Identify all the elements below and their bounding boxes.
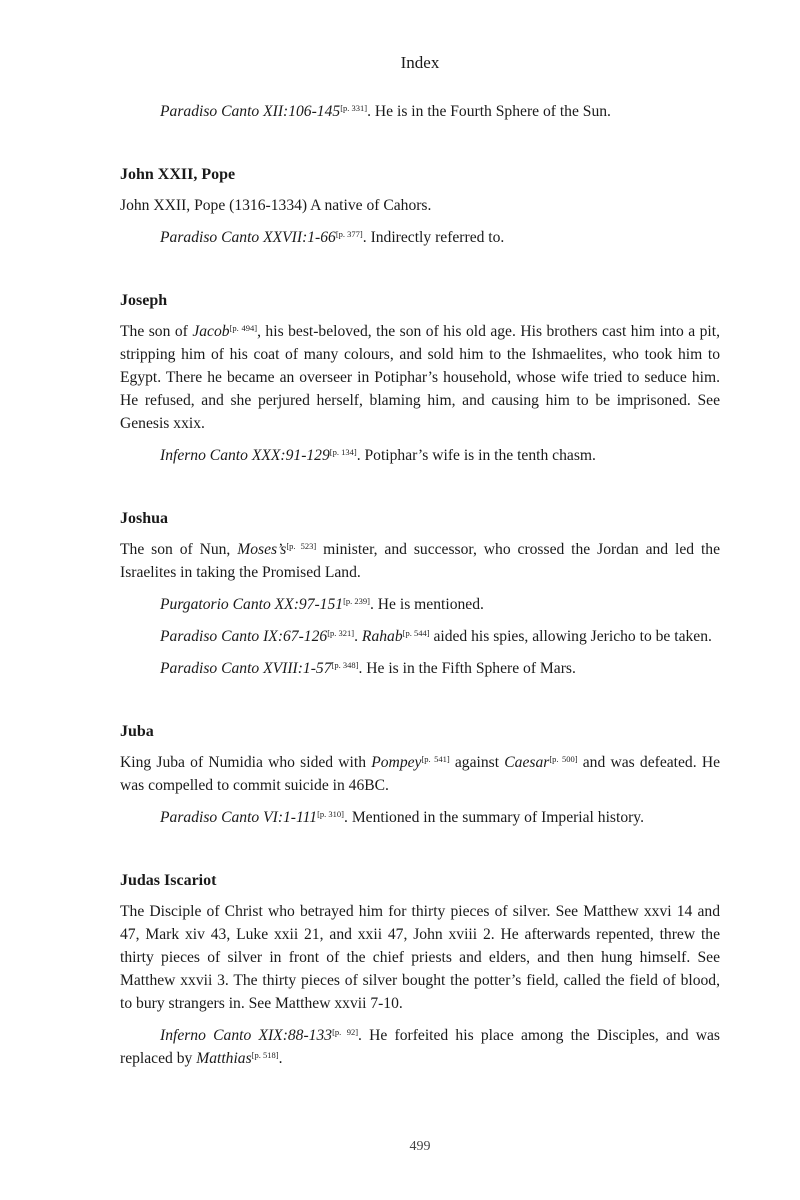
canto-link[interactable]: Purgatorio Canto XX:97-151 xyxy=(160,596,344,613)
entry-heading: Juba xyxy=(120,723,154,740)
page-reference[interactable]: [p. 541] xyxy=(421,754,450,764)
canto-link[interactable]: Paradiso Canto VI:1-111 xyxy=(160,809,318,826)
page-reference[interactable]: [p. 134] xyxy=(329,447,357,457)
page-reference[interactable]: [p. 92] xyxy=(332,1027,359,1037)
entry-description: The son of Jacob[p. 494], his best-beloved, the son of his old age. His brothers cast him into a pit, stripping him of his coat of many colours, and sold him to the Ishmaelites, who took him to Egypt. There he became an overseer in Potiphar’s household, whose wife tried to seduce him. He refused, and she perjured herself, blaming him, and causing him to be imprisoned. See Genesis xxix. xyxy=(120,323,720,432)
canto-reference: Paradiso Canto VI:1-111[p. 310]. Mentioned in the summary of Imperial history. xyxy=(160,809,644,826)
canto-link[interactable]: Inferno Canto XIX:88-133 xyxy=(160,1027,333,1044)
page-reference[interactable]: [p. 494] xyxy=(229,323,258,333)
canto-link[interactable]: Paradiso Canto XVIII:1-57 xyxy=(160,660,332,677)
canto-reference: Purgatorio Canto XX:97-151[p. 239]. He is mentioned. xyxy=(160,596,484,613)
index-entry-juba xyxy=(120,720,720,829)
entry-description: The son of Nun, Moses’s[p. 523] minister, and successor, who crossed the Jordan and led the Israelites in taking the Promised Land. xyxy=(120,541,720,581)
page-number: 499 xyxy=(409,1139,431,1154)
canto-reference: Paradiso Canto XXVII:1-66[p. 377]. Indirectly referred to. xyxy=(160,229,505,246)
index-entry-joshua xyxy=(120,507,720,680)
page-reference[interactable]: [p. 377] xyxy=(335,229,363,239)
page-reference[interactable]: [p. 523] xyxy=(286,541,317,551)
canto-link[interactable]: Paradiso Canto IX:67-126 xyxy=(160,628,328,645)
name-link-rahab[interactable]: Rahab xyxy=(361,628,403,645)
entry-description: The Disciple of Christ who betrayed him for thirty pieces of silver. See Matthew xxvi 14 and 47, Mark xiv 43, Luke xxii 21, and xxii 47, John xviii 2. He afterwards repented, threw the thirty pieces of silver in front of the chief priests and elders, and then hung himself. See Matthew xxvii 3. The thirty pieces of silver bought the potter’s field, called the field of blood, to bury strangers in. See Matthew xxvii 7-10. xyxy=(120,903,720,1012)
page-reference[interactable]: [p. 331] xyxy=(340,103,368,113)
page-reference[interactable]: [p. 239] xyxy=(343,596,370,606)
page-reference[interactable]: [p. 321] xyxy=(327,628,355,638)
entry-heading: Judas Iscariot xyxy=(120,872,217,889)
page-reference[interactable]: [p. 500] xyxy=(549,754,578,764)
canto-link[interactable]: Paradiso Canto XII:106-145 xyxy=(160,103,341,120)
page-reference[interactable]: [p. 348] xyxy=(331,660,359,670)
page-reference[interactable]: [p. 518] xyxy=(251,1050,279,1060)
canto-reference: Paradiso Canto IX:67-126[p. 321]. Rahab[p. 544] aided his spies, allowing Jericho to be taken. xyxy=(160,628,712,645)
canto-reference: Paradiso Canto XII:106-145[p. 331]. He is in the Fourth Sphere of the Sun. xyxy=(160,103,611,120)
entry-heading: Joseph xyxy=(120,292,168,309)
index-page xyxy=(120,0,720,1200)
canto-reference: Paradiso Canto XVIII:1-57[p. 348]. He is in the Fifth Sphere of Mars. xyxy=(160,660,576,677)
index-body xyxy=(120,100,720,1079)
name-link-matthias[interactable]: Matthias xyxy=(196,1050,252,1067)
canto-link[interactable]: Paradiso Canto XXVII:1-66 xyxy=(160,229,336,246)
index-entry-joseph xyxy=(120,289,720,467)
canto-reference: Inferno Canto XXX:91-129[p. 134]. Potiphar’s wife is in the tenth chasm. xyxy=(160,447,596,464)
name-link-caesar[interactable]: Caesar xyxy=(504,754,550,771)
name-link-jacob[interactable]: Jacob xyxy=(192,323,230,340)
entry-description: King Juba of Numidia who sided with Pompey[p. 541] against Caesar[p. 500] and was defeated. He was compelled to commit suicide in 46BC. xyxy=(120,754,720,794)
page-reference[interactable]: [p. 544] xyxy=(402,628,430,638)
entry-description: John XXII, Pope (1316-1334) A native of Cahors. xyxy=(120,197,432,214)
running-head: Index xyxy=(400,53,440,72)
index-entry-john-xxii xyxy=(120,163,720,249)
index-entry-judas-iscariot xyxy=(120,869,720,1070)
entry-heading: John XXII, Pope xyxy=(120,166,236,183)
name-link-pompey[interactable]: Pompey xyxy=(371,754,422,771)
name-link-moses[interactable]: Moses’s xyxy=(237,541,287,558)
canto-reference: Inferno Canto XIX:88-133[p. 92]. He forfeited his place among the Disciples, and was replaced by Matthias[p. 518]. xyxy=(120,1027,720,1067)
canto-link[interactable]: Inferno Canto XXX:91-129 xyxy=(160,447,330,464)
page-reference[interactable]: [p. 310] xyxy=(317,809,345,819)
continued-entry xyxy=(120,100,720,123)
entry-heading: Joshua xyxy=(120,510,169,527)
